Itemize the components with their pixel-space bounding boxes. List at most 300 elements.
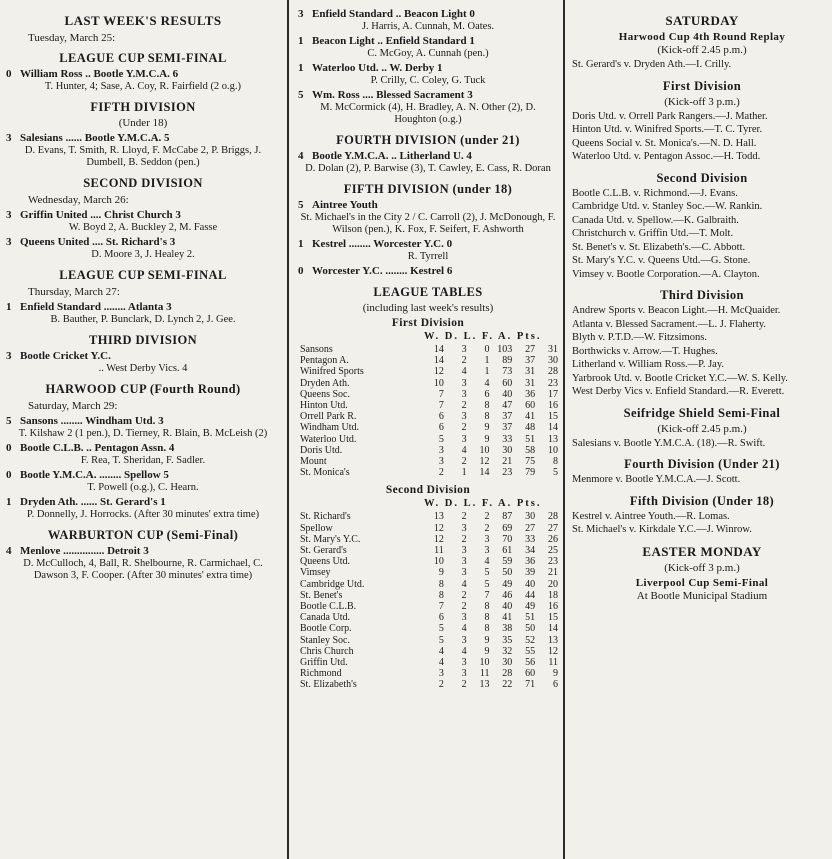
table-row [298, 366, 560, 377]
table-row [298, 523, 560, 534]
stat-cell: 30 [502, 444, 513, 456]
stat-cell: 5 [438, 634, 444, 646]
fixture-list [572, 511, 832, 537]
stat-cell: 12 [433, 533, 444, 545]
stat-cell: 2 [461, 533, 467, 545]
stat-cell: 3 [438, 456, 444, 468]
stat-cell: 3 [461, 567, 467, 579]
table-row [298, 434, 560, 445]
stat-cell: 8 [484, 601, 490, 613]
stat-cell: 89 [502, 355, 513, 367]
match-result: 5 Sansons ........ Windham Utd. 3 [6, 415, 164, 427]
stat-cell: 3 [438, 668, 444, 680]
stat-cell: 52 [525, 634, 536, 646]
stat-cell: 40 [502, 388, 513, 400]
table-row [298, 378, 560, 389]
stat-cell: 8 [438, 578, 444, 590]
fixture: Yarbrook Utd. v. Bootle Cricket Y.C.—W. S. Kelly. [572, 372, 788, 384]
fixture: Doris Utd. v. Orrell Park Rangers.—J. Mather. [572, 110, 768, 122]
table-row [298, 355, 560, 366]
stat-cell: 3 [438, 444, 444, 456]
stat-cell: 10 [548, 444, 558, 456]
stat-cell: 2 [461, 511, 467, 523]
fixture-list [572, 305, 832, 399]
stat-cell: 1 [484, 355, 490, 367]
fixture: Hinton Utd. v. Winifred Sports.—T. C. Tyrer. [572, 124, 763, 135]
table-row [298, 635, 560, 646]
match-result: 1 Beacon Light .. Enfield Standard 1 [298, 35, 475, 47]
stat-cell: 30 [502, 657, 513, 669]
stat-cell: 4 [484, 377, 490, 389]
section-heading: HARWOOD CUP (Fourth Round) [45, 382, 241, 396]
fixture: Salesians v. Bootle Y.M.C.A. (18).—R. Swift. [572, 437, 766, 449]
section-heading: FIFTH DIVISION (under 18) [343, 182, 513, 196]
stat-cell: 60 [525, 400, 536, 412]
stat-cell: 21 [548, 567, 558, 579]
section-heading: First Division [662, 78, 742, 93]
table-row [298, 400, 560, 411]
stat-cell: 13 [479, 679, 490, 691]
kickoff-time: (Kick-off 2.45 p.m.) [657, 44, 747, 56]
stat-cell: 15 [548, 612, 558, 624]
table-row [298, 456, 560, 467]
kickoff-time: (Kick-off 2.45 p.m.) [657, 422, 747, 435]
table-row [298, 422, 560, 433]
section-heading: Seifridge Shield Semi-Final [623, 405, 781, 420]
stat-cell: 69 [502, 522, 513, 534]
stat-cell: 55 [525, 645, 536, 657]
team-name: Orrell Park R. [300, 411, 357, 423]
stat-cell: 3 [461, 612, 467, 624]
stat-cell: 2 [438, 679, 444, 691]
stat-cell: 12 [479, 456, 490, 468]
stat-cell: 3 [461, 433, 467, 445]
stat-cell: 2 [461, 679, 467, 691]
table-row [298, 601, 560, 612]
stat-cell: 3 [461, 388, 467, 400]
scorers: R. Tyrrell [407, 251, 449, 262]
stat-cell: 8 [484, 623, 490, 635]
stat-cell: 2 [484, 522, 490, 534]
scorers: J. Harris, A. Cunnah, M. Oates. [361, 21, 495, 32]
match-result: 5 Wm. Ross .... Blessed Sacrament 3 [298, 89, 473, 101]
stat-cell: 2 [461, 589, 467, 601]
stat-cell: 6 [484, 388, 490, 400]
venue: At Bootle Municipal Stadium [636, 589, 768, 602]
scorers: St. Michael's in the City 2 / C. Carroll (2), J. McDonough, F. Wilson (pen.), K. Fox, F. Seifert, F. Ashworth [300, 212, 556, 235]
team-name: Vimsey [300, 567, 331, 579]
table-row [298, 579, 560, 590]
scorers: C. McGoy, A. Cunnah (pen.) [367, 48, 489, 59]
stat-cell: 3 [461, 344, 467, 355]
stat-cell: 9 [438, 567, 444, 579]
fixture-list [572, 111, 832, 164]
scorers: P. Crilly, C. Coley, G. Tuck [370, 75, 486, 86]
stat-cell: 27 [525, 522, 536, 534]
team-name: Dryden Ath. [300, 377, 350, 389]
match-result: 0 William Ross .. Bootle Y.M.C.A. 6 [6, 68, 179, 80]
results-tables-column [290, 0, 562, 859]
stat-cell: 49 [502, 578, 513, 590]
match-result: 4 Menlove ............... Detroit 3 [6, 545, 149, 557]
fixture: St. Gerard's v. Dryden Ath.—I. Crilly. [572, 59, 732, 70]
stat-cell: 36 [525, 556, 536, 568]
section-subheading: Liverpool Cup Semi-Final [635, 576, 769, 589]
match-result: 3 Bootle Cricket Y.C. [6, 350, 111, 362]
section-subheading: (Under 18) [118, 117, 168, 129]
stat-cell: 6 [438, 612, 444, 624]
table-row [298, 590, 560, 601]
stat-cell: 13 [433, 511, 444, 523]
stat-cell: 44 [525, 589, 536, 601]
fixture: Kestrel v. Aintree Youth.—R. Lomas. [572, 510, 730, 522]
stat-cell: 14 [433, 355, 444, 367]
team-name: Pentagon A. [300, 355, 349, 367]
stat-cell: 3 [461, 556, 467, 568]
stat-cell: 12 [433, 366, 444, 378]
stat-cell: 2 [438, 467, 444, 479]
fixture: Canada Utd. v. Spellow.—K. Galbraith. [572, 214, 739, 226]
section-heading: SATURDAY [665, 13, 739, 28]
stat-cell: 9 [553, 668, 558, 680]
stat-cell: 3 [461, 411, 467, 423]
fixture: Atlanta v. Blessed Sacrament.—L. J. Flaherty. [572, 318, 767, 330]
stat-cell: 12 [548, 645, 558, 657]
column-rule [563, 0, 565, 859]
section-subheading: Harwood Cup 4th Round Replay [618, 31, 786, 43]
stat-cell: 47 [502, 400, 513, 412]
team-name: Winifred Sports [300, 366, 364, 378]
stat-cell: 3 [461, 657, 467, 669]
date-line: Thursday, March 27: [28, 286, 120, 298]
stat-cell: 10 [433, 556, 444, 568]
stat-cell: 5 [553, 467, 558, 479]
scorers: .. West Derby Vics. 4 [98, 363, 188, 374]
table-row [298, 679, 560, 690]
stat-cell: 73 [502, 366, 513, 378]
stat-cell: 25 [548, 545, 558, 557]
section-heading: Third Division [660, 288, 744, 302]
stat-cell: 12 [433, 522, 444, 534]
stat-cell: 51 [525, 612, 536, 624]
table-row [298, 556, 560, 567]
stat-cell: 22 [502, 679, 513, 691]
section-heading: LEAGUE CUP SEMI-FINAL [59, 268, 227, 282]
stat-cell: 31 [525, 377, 536, 389]
stat-cell: 1 [484, 366, 490, 378]
stat-cell: 28 [548, 511, 558, 523]
stat-cell: 14 [479, 467, 490, 479]
fixture: Andrew Sports v. Beacon Light.—H. McQuaider. [572, 305, 781, 316]
team-name: Spellow [300, 522, 333, 534]
stat-cell: 11 [434, 545, 444, 557]
stat-cell: 35 [502, 634, 513, 646]
stat-cell: 60 [525, 668, 536, 680]
fixture: Waterloo Utd. v. Pentagon Assoc.—H. Todd. [572, 151, 761, 162]
stat-cell: 41 [525, 411, 536, 423]
scorers: D. Dolan (2), P. Barwise (3), T. Cawley, E. Cass, R. Doran [305, 163, 551, 174]
stat-cell: 8 [553, 456, 558, 468]
stat-cell: 2 [461, 601, 467, 613]
table-column-headers: W. D. L. F. A. Pts. [424, 331, 542, 342]
team-name: Queens Utd. [300, 556, 350, 568]
section-heading: WARBURTON CUP (Semi-Final) [47, 528, 239, 542]
stat-cell: 4 [461, 366, 467, 378]
stat-cell: 75 [525, 456, 536, 468]
team-name: Canada Utd. [300, 612, 350, 624]
team-name: St. Benet's [300, 589, 343, 601]
stat-cell: 40 [525, 578, 536, 590]
stat-cell: 34 [525, 545, 536, 557]
stat-cell: 11 [548, 657, 558, 669]
stat-cell: 9 [484, 634, 490, 646]
stat-cell: 38 [502, 623, 513, 635]
stat-cell: 27 [548, 522, 558, 534]
stat-cell: 16 [548, 400, 558, 412]
stat-cell: 4 [461, 645, 467, 657]
stat-cell: 6 [438, 422, 444, 434]
fixture: St. Benet's v. St. Elizabeth's.—C. Abbott. [572, 241, 746, 253]
stat-cell: 79 [525, 467, 536, 479]
section-heading: LEAGUE TABLES [373, 285, 483, 299]
stat-cell: 18 [548, 589, 558, 601]
stat-cell: 2 [484, 511, 490, 523]
stat-cell: 16 [548, 601, 558, 613]
stat-cell: 32 [502, 645, 513, 657]
team-name: Mount [300, 456, 327, 468]
fixture: Queens Social v. St. Monica's.—N. D. Hall. [572, 137, 757, 149]
stat-cell: 2 [461, 355, 467, 367]
stat-cell: 51 [525, 433, 536, 445]
stat-cell: 37 [502, 411, 513, 423]
stat-cell: 0 [484, 344, 490, 355]
stat-cell: 2 [461, 422, 467, 434]
stat-cell: 8 [438, 589, 444, 601]
match-result: 0 Worcester Y.C. ........ Kestrel 6 [298, 265, 453, 277]
stat-cell: 9 [484, 433, 490, 445]
stat-cell: 7 [484, 589, 490, 601]
team-name: Sansons [300, 344, 333, 355]
stat-cell: 23 [548, 377, 558, 389]
stat-cell: 27 [525, 344, 536, 355]
team-name: Hinton Utd. [300, 400, 348, 412]
stat-cell: 5 [438, 623, 444, 635]
stat-cell: 26 [548, 533, 558, 545]
match-result: 5 Aintree Youth [298, 199, 378, 211]
stat-cell: 37 [525, 355, 536, 367]
fixtures-column [566, 0, 832, 859]
stat-cell: 37 [502, 422, 513, 434]
match-result: 3 Salesians ...... Bootle Y.M.C.A. 5 [6, 132, 170, 144]
stat-cell: 9 [484, 645, 490, 657]
scorers: T. Powell (o.g.), C. Hearn. [87, 482, 199, 493]
stat-cell: 7 [438, 388, 444, 400]
stat-cell: 5 [484, 567, 490, 579]
fixture: Vimsey v. Bootle Corporation.—A. Clayton. [572, 268, 760, 280]
team-name: Doris Utd. [300, 444, 343, 456]
scorers: D. Evans, T. Smith, R. Lloyd, F. McCabe 2, P. Briggs, J. Dumbell, B. Seddon (pen.) [24, 145, 262, 168]
stat-cell: 3 [484, 533, 490, 545]
match-result: 3 Enfield Standard .. Beacon Light 0 [298, 8, 475, 20]
table-heading: Second Division [385, 484, 471, 497]
stat-cell: 60 [502, 377, 513, 389]
table-row [298, 646, 560, 657]
stat-cell: 39 [525, 567, 536, 579]
section-heading: SECOND DIVISION [83, 176, 203, 190]
scorers: T. Kilshaw 2 (1 pen.), D. Tierney, R. Blain, B. McLeish (2) [18, 428, 268, 439]
section-heading: LEAGUE CUP SEMI-FINAL [59, 51, 227, 65]
match-result: 3 Griffin United .... Christ Church 3 [6, 209, 181, 221]
date-line: Saturday, March 29: [28, 400, 118, 412]
fixture: West Derby Vics v. Enfield Standard.—R. Everett. [572, 386, 785, 397]
stat-cell: 33 [525, 533, 536, 545]
stat-cell: 6 [438, 411, 444, 423]
table-row [298, 445, 560, 456]
stat-cell: 30 [548, 355, 558, 367]
match-result: 1 Dryden Ath. ...... St. Gerard's 1 [6, 496, 166, 508]
stat-cell: 3 [461, 522, 467, 534]
stat-cell: 20 [548, 578, 558, 590]
stat-cell: 14 [433, 344, 444, 355]
stat-cell: 3 [461, 377, 467, 389]
stat-cell: 3 [484, 545, 490, 557]
table-row [298, 668, 560, 679]
stat-cell: 14 [548, 623, 558, 635]
team-name: Richmond [300, 668, 342, 680]
kickoff-time: (Kick-off 3 p.m.) [664, 95, 740, 108]
stat-cell: 31 [548, 344, 558, 355]
team-name: St. Monica's [300, 467, 350, 479]
match-result: 0 Bootle C.L.B. .. Pentagon Assn. 4 [6, 442, 175, 454]
table-row [298, 389, 560, 400]
stat-cell: 28 [502, 668, 513, 680]
section-heading: THIRD DIVISION [88, 333, 198, 347]
column-rule [287, 0, 289, 859]
fixture: Blyth v. P.T.D.—W. Fitzsimons. [572, 332, 707, 343]
fixture: Litherland v. William Ross.—P. Jay. [572, 359, 725, 370]
match-result: 4 Bootle Y.M.C.A. .. Litherland U. 4 [298, 150, 472, 162]
fixture: St. Michael's v. Kirkdale Y.C.—J. Winrow. [572, 524, 752, 535]
team-name: Cambridge Utd. [300, 578, 365, 590]
stat-cell: 13 [548, 634, 558, 646]
stat-cell: 4 [484, 556, 490, 568]
stat-cell: 58 [525, 444, 536, 456]
table-row [298, 511, 560, 522]
stat-cell: 59 [502, 556, 513, 568]
stat-cell: 41 [502, 612, 513, 624]
fixture: Menmore v. Bootle Y.M.C.A.—J. Scott. [572, 474, 741, 485]
match-result: 1 Kestrel ........ Worcester Y.C. 0 [298, 238, 453, 250]
stat-cell: 56 [525, 657, 536, 669]
stat-cell: 21 [502, 456, 513, 468]
stat-cell: 103 [497, 344, 513, 355]
stat-cell: 23 [548, 556, 558, 568]
stat-cell: 33 [502, 433, 513, 445]
team-name: Stanley Soc. [300, 634, 350, 646]
stat-cell: 87 [502, 511, 513, 523]
section-heading: Second Division [656, 170, 748, 185]
stat-cell: 10 [433, 377, 444, 389]
stat-cell: 48 [525, 422, 536, 434]
stat-cell: 11 [479, 668, 490, 680]
stat-cell: 40 [502, 601, 513, 613]
scorers: M. McCormick (4), H. Bradley, A. N. Other (2), D. Houghton (o.g.) [320, 102, 536, 125]
table-row [298, 534, 560, 545]
date-line: Tuesday, March 25: [28, 32, 116, 44]
stat-cell: 4 [438, 645, 444, 657]
stat-cell: 4 [461, 444, 467, 456]
section-subheading: (including last week's results) [362, 302, 494, 314]
team-name: St. Gerard's [300, 545, 347, 557]
stat-cell: 4 [461, 623, 467, 635]
league-table-second-division [298, 511, 560, 690]
fixture: Cambridge Utd. v. Stanley Soc.—W. Rankin. [572, 201, 763, 212]
scorers: B. Bauther, P. Bunclark, D. Lynch 2, J. Gee. [50, 314, 236, 325]
results-column [0, 0, 286, 859]
page-title: LAST WEEK'S RESULTS [64, 13, 222, 28]
fixture: Christchurch v. Griffin Utd.—T. Molt. [572, 228, 734, 239]
scorers: F. Rea, T. Sheridan, F. Sadler. [80, 455, 206, 466]
scorers: W. Boyd 2, A. Buckley 2, M. Fasse [68, 222, 218, 233]
stat-cell: 2 [461, 456, 467, 468]
team-name: St. Mary's Y.C. [300, 533, 361, 545]
stat-cell: 7 [438, 601, 444, 613]
match-result: 0 Bootle Y.M.C.A. ........ Spellow 5 [6, 469, 169, 481]
table-row [298, 411, 560, 422]
table-row [298, 545, 560, 556]
team-name: Bootle C.L.B. [300, 601, 357, 613]
section-heading: Fifth Division (Under 18) [629, 493, 775, 508]
match-result: 1 Enfield Standard ........ Atlanta 3 [6, 301, 172, 313]
stat-cell: 6 [553, 679, 558, 691]
stat-cell: 23 [502, 467, 513, 479]
stat-cell: 10 [479, 444, 490, 456]
section-heading: Fourth Division (Under 21) [624, 457, 780, 471]
team-name: St. Richard's [300, 511, 351, 523]
stat-cell: 13 [548, 433, 558, 445]
team-name: Queens Soc. [300, 388, 350, 400]
stat-cell: 46 [502, 589, 513, 601]
table-row [298, 567, 560, 578]
match-result: 3 Queens United .... St. Richard's 3 [6, 236, 176, 248]
scorers: D. Moore 3, J. Healey 2. [91, 249, 195, 260]
stat-cell: 50 [525, 623, 536, 635]
stat-cell: 4 [438, 657, 444, 669]
stat-cell: 8 [484, 400, 490, 412]
stat-cell: 8 [484, 612, 490, 624]
stat-cell: 3 [461, 668, 467, 680]
team-name: St. Elizabeth's [300, 679, 357, 691]
scorers: P. Donnelly, J. Horrocks. (After 30 minutes' extra time) [26, 509, 260, 520]
stat-cell: 8 [484, 411, 490, 423]
league-table-first-division [298, 344, 560, 478]
stat-cell: 36 [525, 388, 536, 400]
section-heading: FOURTH DIVISION (under 21) [336, 133, 520, 147]
stat-cell: 4 [461, 578, 467, 590]
section-heading: EASTER MONDAY [642, 543, 762, 559]
stat-cell: 70 [502, 533, 513, 545]
table-row [298, 623, 560, 634]
date-line: Wednesday, March 26: [28, 194, 129, 206]
fixture: St. Mary's Y.C. v. Queens Utd.—G. Stone. [572, 255, 751, 266]
match-result: 1 Waterloo Utd. .. W. Derby 1 [298, 62, 443, 74]
stat-cell: 3 [461, 634, 467, 646]
section-heading: FIFTH DIVISION [90, 100, 196, 114]
fixture: Bootle C.L.B. v. Richmond.—J. Evans. [572, 187, 738, 199]
stat-cell: 3 [461, 545, 467, 557]
table-heading: First Division [391, 317, 465, 329]
stat-cell: 7 [438, 400, 444, 412]
